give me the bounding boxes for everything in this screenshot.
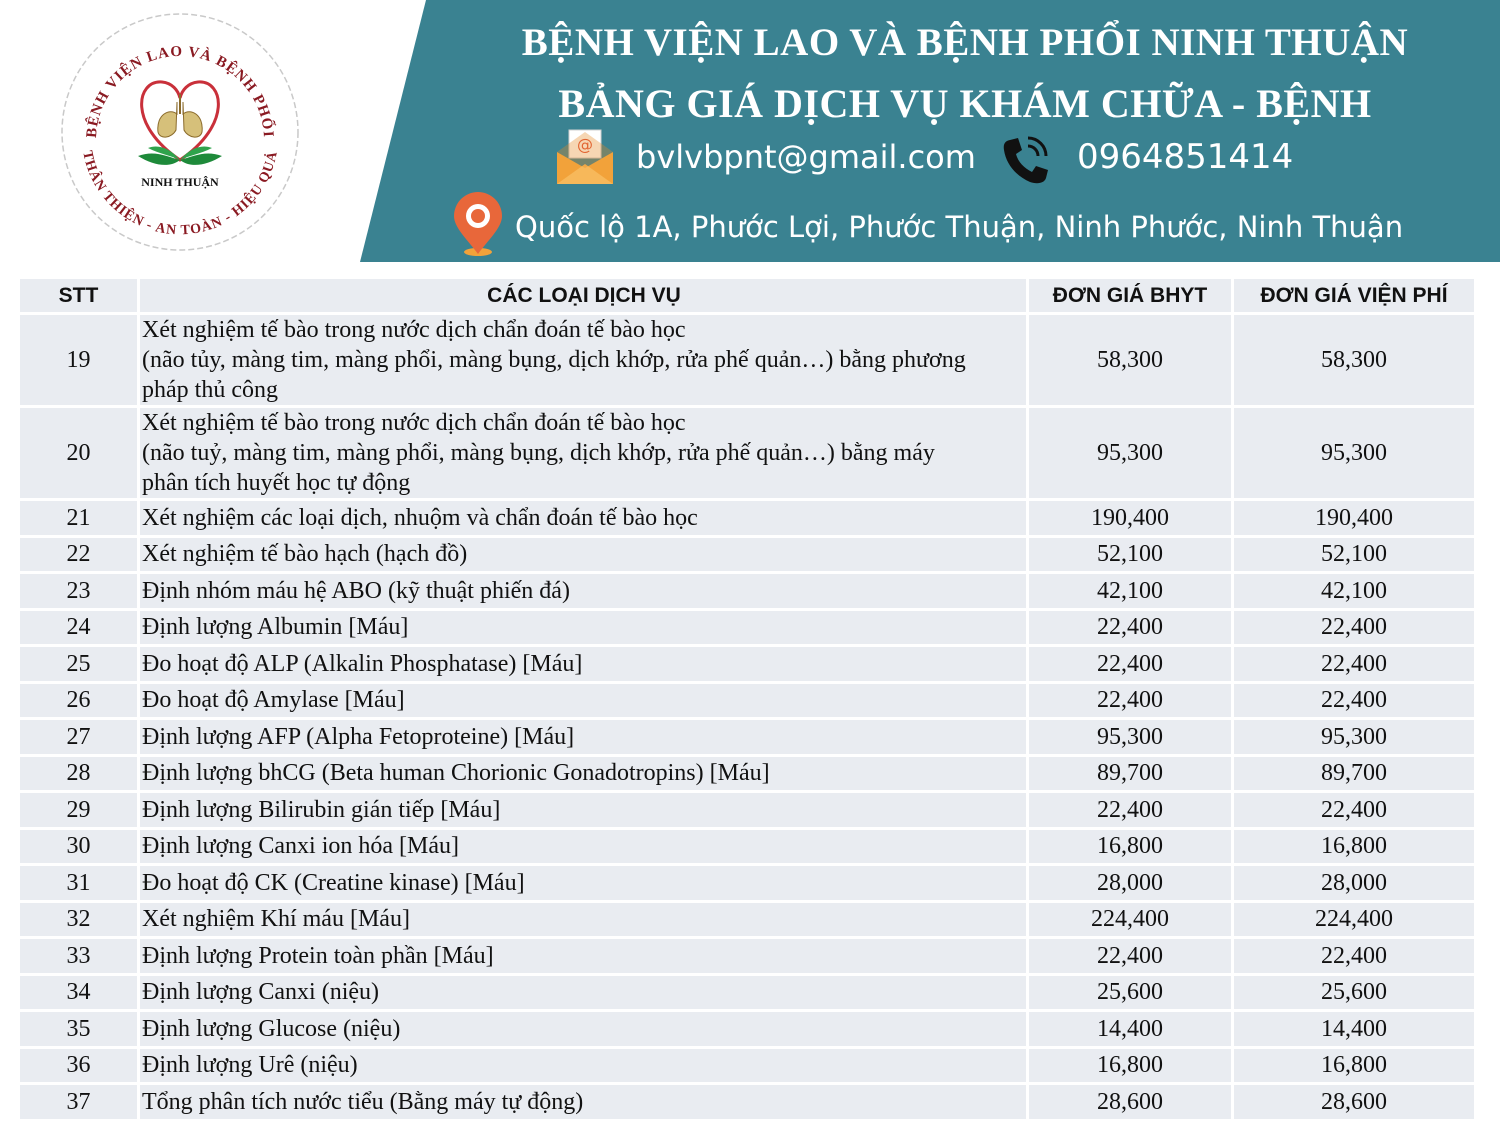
row-service (140, 647, 1026, 681)
table-row (20, 757, 1474, 791)
service-text-line: Định lượng AFP (Alpha Fetoproteine) [Máu] (142, 723, 575, 750)
service-text-line: Định lượng bhCG (Beta human Chorionic Gonadotropins) [Máu] (142, 760, 770, 787)
row-service (140, 684, 1026, 718)
row-service (140, 903, 1026, 937)
service-text-line: (não tủy, màng tim, màng phổi, màng bụng, dịch khớp, rửa phế quản…) bằng phương (142, 347, 966, 373)
address-text: Quốc lộ 1A, Phước Lợi, Phước Thuận, Ninh Phước, Ninh Thuận (515, 210, 1404, 244)
service-text-line: Xét nghiệm Khí máu [Máu] (142, 906, 410, 933)
service-text-line: Định lượng Canxi ion hóa [Máu] (142, 833, 459, 860)
column-header-hospital-fee: ĐƠN GIÁ VIỆN PHÍ (1234, 279, 1474, 312)
column-header-service: CÁC LOẠI DỊCH VỤ (140, 279, 1026, 312)
service-text-line: Định lượng Urê (niệu) (142, 1052, 358, 1079)
service-text-line: Xét nghiệm tế bào trong nước dịch chẩn đoán tế bào học (142, 410, 686, 436)
location-pin-icon (450, 192, 506, 258)
column-header-bhyt-price: ĐƠN GIÁ BHYT (1029, 279, 1231, 312)
row-stt: 22 (20, 538, 137, 572)
row-bhyt-price: 58,300 (1029, 315, 1231, 405)
table-row (20, 1085, 1474, 1119)
row-bhyt-price: 25,600 (1029, 976, 1231, 1010)
row-hospital-fee: 22,400 (1234, 647, 1474, 681)
row-stt: 20 (20, 408, 137, 498)
row-stt: 37 (20, 1085, 137, 1119)
service-text-line: Đo hoạt độ CK (Creatine kinase) [Máu] (142, 869, 525, 896)
table-row (20, 976, 1474, 1010)
service-text-line: Tổng phân tích nước tiểu (Bằng máy tự động) (142, 1088, 584, 1115)
row-stt: 29 (20, 793, 137, 827)
service-text-line: Định nhóm máu hệ ABO (kỹ thuật phiến đá) (142, 577, 570, 604)
row-bhyt-price: 22,400 (1029, 684, 1231, 718)
row-bhyt-price: 224,400 (1029, 903, 1231, 937)
service-text-line: Xét nghiệm các loại dịch, nhuộm và chẩn đoán tế bào học (142, 504, 698, 531)
service-text-line: Xét nghiệm tế bào hạch (hạch đồ) (142, 541, 468, 568)
row-hospital-fee: 224,400 (1234, 903, 1474, 937)
table-row (20, 408, 1474, 498)
svg-text:THÂN THIỆN - AN TOÀN - HIỆU QU: THÂN THIỆN - AN TOÀN - HIỆU QUẢ (79, 149, 281, 239)
phone-icon (1000, 134, 1050, 186)
service-text-line: Xét nghiệm tế bào trong nước dịch chẩn đoán tế bào học (142, 317, 686, 343)
row-hospital-fee: 22,400 (1234, 793, 1474, 827)
row-hospital-fee: 95,300 (1234, 720, 1474, 754)
email-address[interactable]: bvlvbpnt@gmail.com (636, 138, 976, 176)
row-stt: 31 (20, 866, 137, 900)
service-text-line: Đo hoạt độ Amylase [Máu] (142, 687, 405, 714)
row-stt: 36 (20, 1049, 137, 1083)
row-bhyt-price: 16,800 (1029, 1049, 1231, 1083)
row-stt: 25 (20, 647, 137, 681)
row-service (140, 574, 1026, 608)
table-row (20, 720, 1474, 754)
table-row (20, 866, 1474, 900)
row-hospital-fee: 95,300 (1234, 408, 1474, 498)
row-hospital-fee: 58,300 (1234, 315, 1474, 405)
row-service (140, 408, 1026, 498)
row-hospital-fee: 28,000 (1234, 866, 1474, 900)
row-stt: 33 (20, 939, 137, 973)
service-text-line: Định lượng Albumin [Máu] (142, 614, 409, 641)
row-stt: 23 (20, 574, 137, 608)
row-hospital-fee: 190,400 (1234, 501, 1474, 535)
table-row (20, 1012, 1474, 1046)
row-service (140, 611, 1026, 645)
row-service (140, 793, 1026, 827)
table-body (20, 315, 1474, 1119)
row-stt: 30 (20, 830, 137, 864)
service-text-line: Đo hoạt độ ALP (Alkalin Phosphatase) [Máu] (142, 650, 583, 677)
row-bhyt-price: 22,400 (1029, 939, 1231, 973)
row-hospital-fee: 25,600 (1234, 976, 1474, 1010)
page-header (0, 0, 1500, 262)
row-service (140, 866, 1026, 900)
row-service (140, 501, 1026, 535)
row-hospital-fee: 89,700 (1234, 757, 1474, 791)
row-stt: 21 (20, 501, 137, 535)
row-hospital-fee: 16,800 (1234, 1049, 1474, 1083)
row-service (140, 1012, 1026, 1046)
hospital-name: BỆNH VIỆN LAO VÀ BỆNH PHỔI NINH THUẬN (521, 21, 1409, 64)
row-stt: 34 (20, 976, 137, 1010)
phone-number[interactable]: 0964851414 (1077, 137, 1294, 177)
row-service (140, 315, 1026, 405)
row-hospital-fee: 22,400 (1234, 611, 1474, 645)
row-stt: 35 (20, 1012, 137, 1046)
row-bhyt-price: 190,400 (1029, 501, 1231, 535)
row-bhyt-price: 89,700 (1029, 757, 1231, 791)
svg-text:@: @ (577, 135, 593, 154)
row-bhyt-price: 95,300 (1029, 408, 1231, 498)
row-stt: 32 (20, 903, 137, 937)
row-bhyt-price: 42,100 (1029, 574, 1231, 608)
table-row (20, 647, 1474, 681)
service-text-line: Định lượng Protein toàn phần [Máu] (142, 942, 494, 969)
row-hospital-fee: 22,400 (1234, 939, 1474, 973)
row-bhyt-price: 28,600 (1029, 1085, 1231, 1119)
row-bhyt-price: 22,400 (1029, 793, 1231, 827)
row-bhyt-price: 14,400 (1029, 1012, 1231, 1046)
row-hospital-fee: 52,100 (1234, 538, 1474, 572)
row-bhyt-price: 28,000 (1029, 866, 1231, 900)
table-row (20, 501, 1474, 535)
service-text-line: Định lượng Bilirubin gián tiếp [Máu] (142, 796, 501, 823)
service-text-line: (não tuỷ, màng tim, màng phổi, màng bụng, dịch khớp, rửa phế quản…) bằng máy (142, 440, 935, 466)
table-row (20, 830, 1474, 864)
row-service (140, 757, 1026, 791)
row-bhyt-price: 22,400 (1029, 611, 1231, 645)
table-row (20, 939, 1474, 973)
service-text-line: Định lượng Canxi (niệu) (142, 979, 379, 1006)
row-hospital-fee: 42,100 (1234, 574, 1474, 608)
row-stt: 24 (20, 611, 137, 645)
service-text-line: Định lượng Glucose (niệu) (142, 1015, 401, 1042)
hospital-logo (58, 10, 302, 254)
document-title: BẢNG GIÁ DỊCH VỤ KHÁM CHỮA - BỆNH (558, 81, 1372, 126)
table-row (20, 574, 1474, 608)
row-stt: 19 (20, 315, 137, 405)
row-bhyt-price: 22,400 (1029, 647, 1231, 681)
row-service (140, 939, 1026, 973)
svg-text:NINH THUẬN: NINH THUẬN (141, 175, 219, 189)
table-row (20, 903, 1474, 937)
table-row (20, 538, 1474, 572)
row-hospital-fee: 14,400 (1234, 1012, 1474, 1046)
row-stt: 28 (20, 757, 137, 791)
service-text-line: phân tích huyết học tự động (142, 470, 411, 496)
row-service (140, 830, 1026, 864)
row-service (140, 1049, 1026, 1083)
row-service (140, 976, 1026, 1010)
table-row (20, 684, 1474, 718)
table-row (20, 611, 1474, 645)
table-row (20, 793, 1474, 827)
row-stt: 27 (20, 720, 137, 754)
table-header-row (20, 279, 1474, 312)
row-service (140, 720, 1026, 754)
table-row (20, 315, 1474, 405)
row-bhyt-price: 95,300 (1029, 720, 1231, 754)
row-stt: 26 (20, 684, 137, 718)
service-text-line: pháp thủ công (142, 377, 278, 403)
svg-text:BỆNH VIỆN LAO VÀ BỆNH PHỔI: BỆNH VIỆN LAO VÀ BỆNH PHỔI (83, 43, 277, 139)
row-hospital-fee: 28,600 (1234, 1085, 1474, 1119)
row-bhyt-price: 16,800 (1029, 830, 1231, 864)
column-header-stt: STT (20, 279, 137, 312)
envelope-email-icon (555, 128, 615, 186)
row-hospital-fee: 16,800 (1234, 830, 1474, 864)
row-service (140, 1085, 1026, 1119)
row-hospital-fee: 22,400 (1234, 684, 1474, 718)
row-service (140, 538, 1026, 572)
row-bhyt-price: 52,100 (1029, 538, 1231, 572)
table-row (20, 1049, 1474, 1083)
price-table (17, 276, 1477, 1122)
